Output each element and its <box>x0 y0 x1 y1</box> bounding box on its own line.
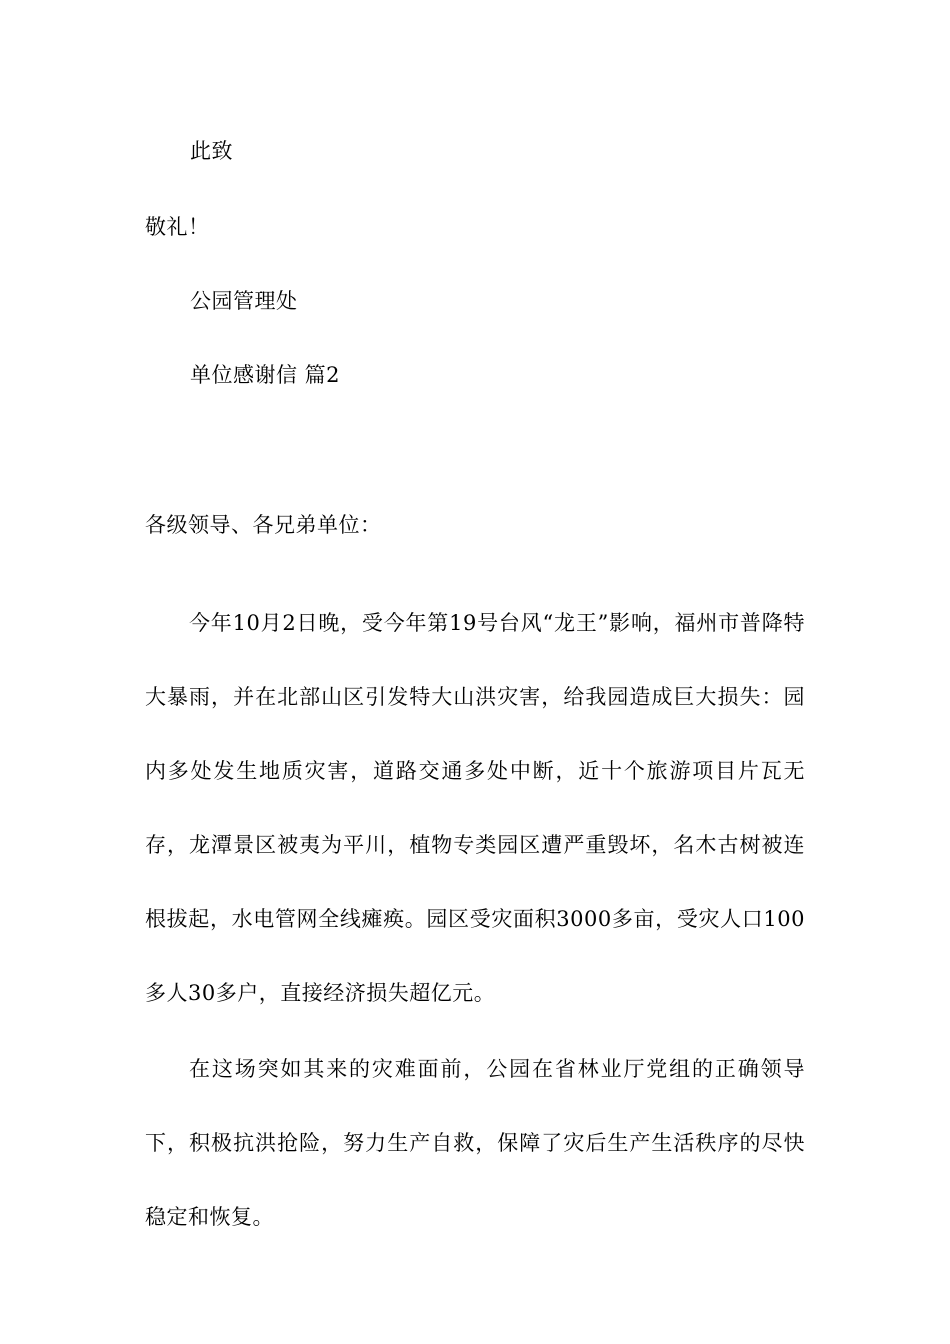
signature: 公园管理处 <box>190 289 298 313</box>
closing-ci-zhi: 此致 <box>190 139 233 163</box>
closing-jing-li: 敬礼！ <box>145 215 210 239</box>
section-title: 单位感谢信 篇2 <box>190 363 341 387</box>
salutation: 各级领导、各兄弟单位： <box>145 513 382 537</box>
paragraph-2: 在这场突如其来的灾难面前，公园在省林业厅党组的正确领导下，积极抗洪抢险，努力生产自救，保障了灾后生产生活秩序的尽快稳定和恢复。 <box>145 1057 805 1229</box>
paragraph-1: 今年10月2日晚，受今年第19号台风“龙王”影响，福州市普降特大暴雨，并在北部山区引发特大山洪灾害，给我园造成巨大损失：园内多处发生地质灾害，道路交通多处中断，近十个旅游项目片瓦无存，龙潭景区被夷为平川，植物专类园区遭严重毁坏，名木古树被连根拔起，水电管网全线瘫痪。园区受灾面积3000多亩，受灾人口100多人30多户，直接经济损失超亿元。 <box>145 611 805 1005</box>
